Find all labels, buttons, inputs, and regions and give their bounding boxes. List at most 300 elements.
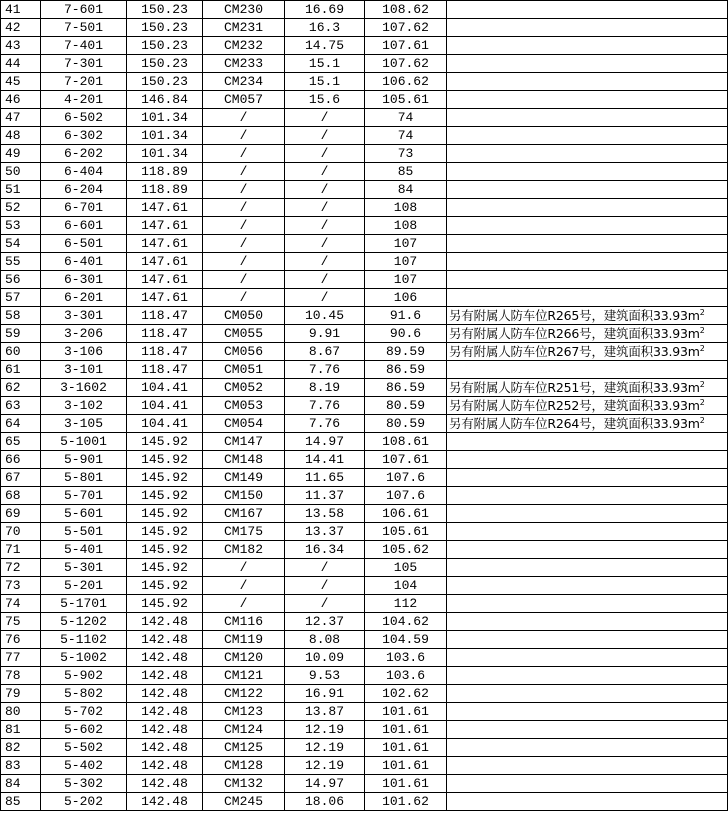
table-row	[1, 325, 728, 343]
note-cell	[447, 685, 728, 703]
room-number-cell: 3-1602	[41, 379, 127, 397]
note-cell	[447, 253, 728, 271]
note-cell	[447, 523, 728, 541]
price-cell: 105.61	[365, 91, 447, 109]
parking-area-cell: 7.76	[285, 397, 365, 415]
note-cell	[447, 613, 728, 631]
parking-space-cell: CM120	[203, 649, 285, 667]
note-superscript: 2	[699, 325, 705, 335]
table-row	[1, 253, 728, 271]
room-number-cell: 5-1002	[41, 649, 127, 667]
price-cell: 101.61	[365, 721, 447, 739]
note-cell	[447, 505, 728, 523]
note-cell	[447, 703, 728, 721]
parking-area-cell: 10.09	[285, 649, 365, 667]
parking-area-cell: 16.3	[285, 19, 365, 37]
price-cell: 106.61	[365, 505, 447, 523]
parking-area-cell: 14.97	[285, 775, 365, 793]
row-number-cell: 76	[1, 631, 41, 649]
price-cell: 101.61	[365, 775, 447, 793]
parking-area-cell: 15.1	[285, 73, 365, 91]
price-cell: 107.61	[365, 451, 447, 469]
note-cell	[447, 217, 728, 235]
parking-space-cell: /	[203, 253, 285, 271]
floor-area-cell: 150.23	[127, 55, 203, 73]
price-cell: 106	[365, 289, 447, 307]
parking-area-cell: 7.76	[285, 415, 365, 433]
floor-area-cell: 104.41	[127, 415, 203, 433]
note-cell	[447, 145, 728, 163]
note-cell	[447, 325, 728, 343]
parking-space-cell: CM122	[203, 685, 285, 703]
parking-space-cell: CM125	[203, 739, 285, 757]
table-row	[1, 307, 728, 325]
row-number-cell: 55	[1, 253, 41, 271]
row-number-cell: 73	[1, 577, 41, 595]
table-row	[1, 397, 728, 415]
parking-space-cell: CM051	[203, 361, 285, 379]
floor-area-cell: 145.92	[127, 541, 203, 559]
parking-space-cell: CM053	[203, 397, 285, 415]
floor-area-cell: 147.61	[127, 217, 203, 235]
price-cell: 105.62	[365, 541, 447, 559]
parking-area-cell: 8.08	[285, 631, 365, 649]
parking-space-cell: CM233	[203, 55, 285, 73]
price-cell: 105.61	[365, 523, 447, 541]
table-row	[1, 703, 728, 721]
table-row	[1, 271, 728, 289]
table-row	[1, 451, 728, 469]
table-row	[1, 1, 728, 19]
parking-space-cell: /	[203, 163, 285, 181]
table-row	[1, 721, 728, 739]
price-cell: 106.62	[365, 73, 447, 91]
note-cell	[447, 775, 728, 793]
parking-area-cell: 10.45	[285, 307, 365, 325]
parking-area-cell: 9.91	[285, 325, 365, 343]
parking-space-cell: CM052	[203, 379, 285, 397]
price-cell: 104.59	[365, 631, 447, 649]
row-number-cell: 47	[1, 109, 41, 127]
parking-area-cell: /	[285, 559, 365, 577]
parking-space-cell: /	[203, 271, 285, 289]
row-number-cell: 48	[1, 127, 41, 145]
price-cell: 104.62	[365, 613, 447, 631]
floor-area-cell: 118.47	[127, 325, 203, 343]
parking-space-cell: /	[203, 145, 285, 163]
parking-space-cell: CM057	[203, 91, 285, 109]
parking-area-cell: 13.87	[285, 703, 365, 721]
room-number-cell: 7-301	[41, 55, 127, 73]
parking-area-cell: 14.41	[285, 451, 365, 469]
parking-space-cell: /	[203, 181, 285, 199]
row-number-cell: 56	[1, 271, 41, 289]
price-cell: 107	[365, 253, 447, 271]
row-number-cell: 41	[1, 1, 41, 19]
parking-area-cell: 14.75	[285, 37, 365, 55]
note-cell	[447, 757, 728, 775]
note-text: 另有附属人防车位R251号，建筑面积33.93m	[449, 380, 700, 395]
floor-area-cell: 142.48	[127, 703, 203, 721]
note-text: 另有附属人防车位R264号，建筑面积33.93m	[449, 416, 700, 431]
room-number-cell: 5-201	[41, 577, 127, 595]
parking-area-cell: /	[285, 271, 365, 289]
room-number-cell: 3-102	[41, 397, 127, 415]
price-cell: 107	[365, 235, 447, 253]
room-number-cell: 5-902	[41, 667, 127, 685]
table-row	[1, 775, 728, 793]
parking-space-cell: CM056	[203, 343, 285, 361]
parking-space-cell: CM148	[203, 451, 285, 469]
parking-area-cell: /	[285, 181, 365, 199]
price-cell: 80.59	[365, 415, 447, 433]
table-row	[1, 793, 728, 811]
row-number-cell: 67	[1, 469, 41, 487]
price-cell: 108	[365, 217, 447, 235]
floor-area-cell: 145.92	[127, 433, 203, 451]
room-number-cell: 5-402	[41, 757, 127, 775]
table-row	[1, 757, 728, 775]
room-number-cell: 6-202	[41, 145, 127, 163]
note-cell	[447, 127, 728, 145]
room-number-cell: 7-501	[41, 19, 127, 37]
note-superscript: 2	[699, 343, 705, 353]
parking-space-cell: CM232	[203, 37, 285, 55]
table-row	[1, 631, 728, 649]
row-number-cell: 78	[1, 667, 41, 685]
price-cell: 108.62	[365, 1, 447, 19]
parking-space-cell: CM121	[203, 667, 285, 685]
floor-area-cell: 147.61	[127, 199, 203, 217]
table-row	[1, 217, 728, 235]
row-number-cell: 51	[1, 181, 41, 199]
parking-area-cell: 18.06	[285, 793, 365, 811]
table-row	[1, 127, 728, 145]
table-row	[1, 739, 728, 757]
parking-space-cell: CM245	[203, 793, 285, 811]
price-cell: 73	[365, 145, 447, 163]
parking-area-cell: 16.69	[285, 1, 365, 19]
floor-area-cell: 118.89	[127, 163, 203, 181]
table-row	[1, 73, 728, 91]
note-cell	[447, 235, 728, 253]
table-row	[1, 289, 728, 307]
price-cell: 103.6	[365, 667, 447, 685]
row-number-cell: 75	[1, 613, 41, 631]
room-number-cell: 5-1701	[41, 595, 127, 613]
parking-space-cell: CM234	[203, 73, 285, 91]
room-number-cell: 5-502	[41, 739, 127, 757]
parking-space-cell: CM050	[203, 307, 285, 325]
parking-area-cell: /	[285, 289, 365, 307]
floor-area-cell: 150.23	[127, 1, 203, 19]
row-number-cell: 69	[1, 505, 41, 523]
table-row	[1, 145, 728, 163]
note-text: 另有附属人防车位R266号，建筑面积33.93m	[449, 326, 700, 341]
floor-area-cell: 142.48	[127, 613, 203, 631]
table-row	[1, 577, 728, 595]
room-number-cell: 6-601	[41, 217, 127, 235]
row-number-cell: 83	[1, 757, 41, 775]
parking-area-cell: 15.1	[285, 55, 365, 73]
floor-area-cell: 145.92	[127, 487, 203, 505]
note-cell	[447, 631, 728, 649]
room-number-cell: 5-602	[41, 721, 127, 739]
note-cell	[447, 649, 728, 667]
floor-area-cell: 142.48	[127, 757, 203, 775]
parking-space-cell: CM147	[203, 433, 285, 451]
row-number-cell: 72	[1, 559, 41, 577]
price-cell: 74	[365, 109, 447, 127]
row-number-cell: 53	[1, 217, 41, 235]
price-cell: 91.6	[365, 307, 447, 325]
room-number-cell: 5-202	[41, 793, 127, 811]
price-cell: 74	[365, 127, 447, 145]
parking-space-cell: /	[203, 199, 285, 217]
price-cell: 105	[365, 559, 447, 577]
floor-area-cell: 147.61	[127, 253, 203, 271]
price-cell: 90.6	[365, 325, 447, 343]
floor-area-cell: 118.47	[127, 361, 203, 379]
room-number-cell: 5-301	[41, 559, 127, 577]
floor-area-cell: 146.84	[127, 91, 203, 109]
row-number-cell: 74	[1, 595, 41, 613]
floor-area-cell: 145.92	[127, 577, 203, 595]
floor-area-cell: 145.92	[127, 505, 203, 523]
price-cell: 86.59	[365, 379, 447, 397]
parking-space-cell: CM230	[203, 1, 285, 19]
note-cell	[447, 595, 728, 613]
price-cell: 84	[365, 181, 447, 199]
parking-space-cell: CM116	[203, 613, 285, 631]
note-cell	[447, 415, 728, 433]
room-number-cell: 5-1202	[41, 613, 127, 631]
parking-space-cell: CM055	[203, 325, 285, 343]
note-cell	[447, 451, 728, 469]
room-number-cell: 6-501	[41, 235, 127, 253]
row-number-cell: 80	[1, 703, 41, 721]
table-row	[1, 199, 728, 217]
floor-area-cell: 104.41	[127, 379, 203, 397]
row-number-cell: 84	[1, 775, 41, 793]
parking-space-cell: CM132	[203, 775, 285, 793]
row-number-cell: 45	[1, 73, 41, 91]
room-number-cell: 5-701	[41, 487, 127, 505]
price-cell: 89.59	[365, 343, 447, 361]
parking-area-cell: /	[285, 253, 365, 271]
table-row	[1, 433, 728, 451]
table-row	[1, 595, 728, 613]
note-cell	[447, 73, 728, 91]
parking-area-cell: 8.19	[285, 379, 365, 397]
room-number-cell: 5-1001	[41, 433, 127, 451]
row-number-cell: 85	[1, 793, 41, 811]
room-number-cell: 5-401	[41, 541, 127, 559]
floor-area-cell: 145.92	[127, 523, 203, 541]
parking-area-cell: /	[285, 127, 365, 145]
floor-area-cell: 145.92	[127, 595, 203, 613]
note-cell	[447, 487, 728, 505]
row-number-cell: 50	[1, 163, 41, 181]
parking-space-cell: CM128	[203, 757, 285, 775]
room-number-cell: 3-101	[41, 361, 127, 379]
parking-area-cell: 11.65	[285, 469, 365, 487]
note-cell	[447, 541, 728, 559]
parking-area-cell: 16.91	[285, 685, 365, 703]
parking-area-cell: 12.19	[285, 757, 365, 775]
parking-area-cell: 16.34	[285, 541, 365, 559]
price-cell: 80.59	[365, 397, 447, 415]
row-number-cell: 43	[1, 37, 41, 55]
row-number-cell: 44	[1, 55, 41, 73]
parking-space-cell: CM123	[203, 703, 285, 721]
row-number-cell: 79	[1, 685, 41, 703]
table-body	[1, 1, 728, 811]
room-number-cell: 5-302	[41, 775, 127, 793]
parking-area-cell: 13.58	[285, 505, 365, 523]
floor-area-cell: 147.61	[127, 271, 203, 289]
row-number-cell: 66	[1, 451, 41, 469]
parking-space-cell: CM119	[203, 631, 285, 649]
parking-space-cell: CM054	[203, 415, 285, 433]
note-cell	[447, 1, 728, 19]
table-row	[1, 343, 728, 361]
table-row	[1, 181, 728, 199]
room-number-cell: 6-302	[41, 127, 127, 145]
row-number-cell: 46	[1, 91, 41, 109]
floor-area-cell: 142.48	[127, 667, 203, 685]
table-row	[1, 613, 728, 631]
price-cell: 112	[365, 595, 447, 613]
parking-area-cell: /	[285, 163, 365, 181]
table-row	[1, 361, 728, 379]
price-cell: 85	[365, 163, 447, 181]
parking-space-cell: /	[203, 289, 285, 307]
price-cell: 101.61	[365, 739, 447, 757]
note-cell	[447, 397, 728, 415]
row-number-cell: 58	[1, 307, 41, 325]
parking-area-cell: 11.37	[285, 487, 365, 505]
table-row	[1, 487, 728, 505]
note-cell	[447, 721, 728, 739]
note-cell	[447, 739, 728, 757]
room-number-cell: 6-401	[41, 253, 127, 271]
table-row	[1, 19, 728, 37]
parking-area-cell: 7.76	[285, 361, 365, 379]
note-cell	[447, 361, 728, 379]
row-number-cell: 63	[1, 397, 41, 415]
room-number-cell: 3-206	[41, 325, 127, 343]
table-row	[1, 163, 728, 181]
parking-space-cell: /	[203, 217, 285, 235]
row-number-cell: 70	[1, 523, 41, 541]
row-number-cell: 49	[1, 145, 41, 163]
parking-space-cell: CM231	[203, 19, 285, 37]
parking-area-cell: /	[285, 577, 365, 595]
row-number-cell: 57	[1, 289, 41, 307]
parking-space-cell: /	[203, 559, 285, 577]
note-cell	[447, 181, 728, 199]
parking-area-cell: 12.37	[285, 613, 365, 631]
floor-area-cell: 104.41	[127, 397, 203, 415]
note-cell	[447, 307, 728, 325]
room-number-cell: 3-106	[41, 343, 127, 361]
row-number-cell: 60	[1, 343, 41, 361]
table-row	[1, 415, 728, 433]
price-cell: 107.61	[365, 37, 447, 55]
note-cell	[447, 793, 728, 811]
parking-space-cell: /	[203, 109, 285, 127]
table-row	[1, 685, 728, 703]
table-row	[1, 505, 728, 523]
floor-area-cell: 145.92	[127, 469, 203, 487]
price-cell: 86.59	[365, 361, 447, 379]
room-number-cell: 6-404	[41, 163, 127, 181]
floor-area-cell: 101.34	[127, 109, 203, 127]
table-row	[1, 109, 728, 127]
parking-space-cell: /	[203, 595, 285, 613]
floor-area-cell: 118.89	[127, 181, 203, 199]
note-cell	[447, 199, 728, 217]
price-cell: 102.62	[365, 685, 447, 703]
note-cell	[447, 19, 728, 37]
parking-area-cell: /	[285, 235, 365, 253]
note-cell	[447, 271, 728, 289]
note-superscript: 2	[699, 307, 705, 317]
floor-area-cell: 147.61	[127, 289, 203, 307]
parking-space-cell: CM182	[203, 541, 285, 559]
room-number-cell: 5-501	[41, 523, 127, 541]
note-cell	[447, 559, 728, 577]
note-cell	[447, 469, 728, 487]
parking-space-cell: /	[203, 577, 285, 595]
table-row	[1, 649, 728, 667]
parking-space-cell: /	[203, 235, 285, 253]
price-cell: 107.62	[365, 55, 447, 73]
floor-area-cell: 142.48	[127, 793, 203, 811]
table-row	[1, 37, 728, 55]
note-cell	[447, 55, 728, 73]
parking-area-cell: 13.37	[285, 523, 365, 541]
row-number-cell: 42	[1, 19, 41, 37]
room-number-cell: 5-1102	[41, 631, 127, 649]
room-number-cell: 7-201	[41, 73, 127, 91]
room-number-cell: 3-301	[41, 307, 127, 325]
price-cell: 107	[365, 271, 447, 289]
price-cell: 107.62	[365, 19, 447, 37]
parking-area-cell: 14.97	[285, 433, 365, 451]
floor-area-cell: 101.34	[127, 145, 203, 163]
row-number-cell: 52	[1, 199, 41, 217]
note-cell	[447, 163, 728, 181]
parking-area-cell: 12.19	[285, 721, 365, 739]
note-cell	[447, 667, 728, 685]
row-number-cell: 71	[1, 541, 41, 559]
floor-area-cell: 150.23	[127, 19, 203, 37]
room-number-cell: 5-801	[41, 469, 127, 487]
parking-space-cell: CM175	[203, 523, 285, 541]
parking-space-cell: /	[203, 127, 285, 145]
row-number-cell: 64	[1, 415, 41, 433]
table-row	[1, 91, 728, 109]
note-cell	[447, 91, 728, 109]
note-text: 另有附属人防车位R265号，建筑面积33.93m	[449, 308, 700, 323]
note-superscript: 2	[699, 379, 705, 389]
row-number-cell: 81	[1, 721, 41, 739]
floor-area-cell: 142.48	[127, 649, 203, 667]
row-number-cell: 68	[1, 487, 41, 505]
price-cell: 108	[365, 199, 447, 217]
